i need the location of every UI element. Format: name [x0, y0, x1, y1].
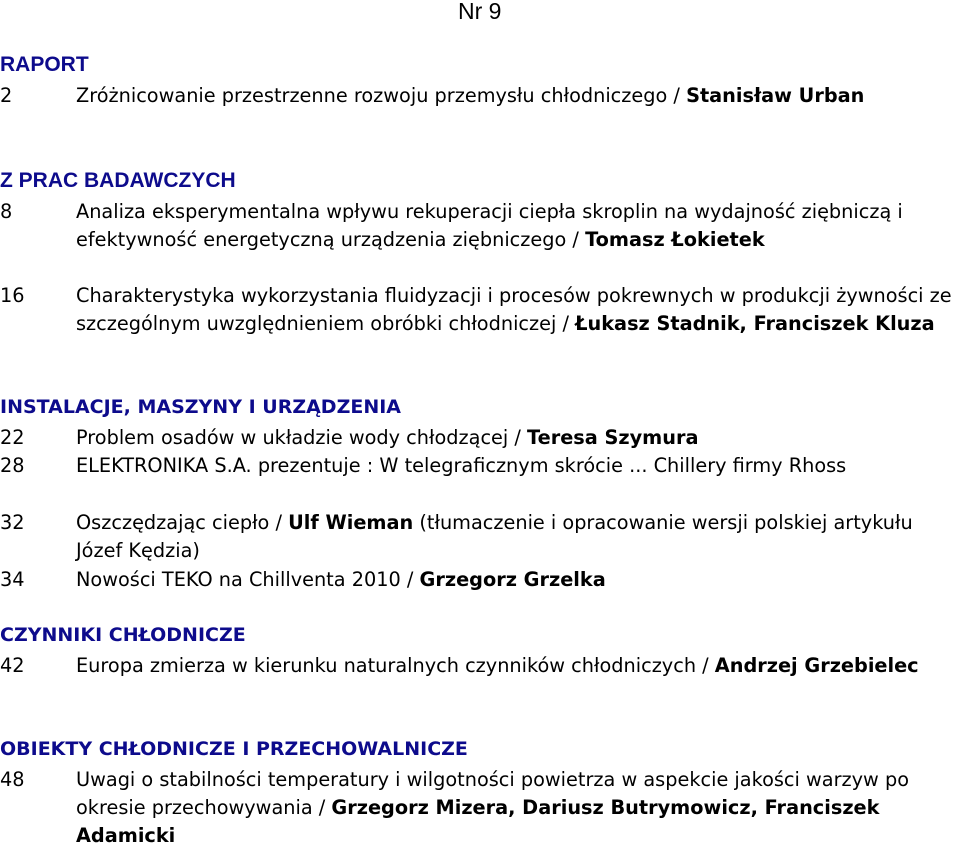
entry-author: Andrzej Grzebielec: [714, 654, 919, 677]
section-heading-obiekty: OBIEKTY CHŁODNICZE I PRZECHOWALNICZE: [0, 738, 468, 760]
section-heading-z-prac-badawczych: Z PRAC BADAWCZYCH: [0, 169, 236, 192]
entry-author: Łukasz Stadnik, Franciszek Kluza: [575, 312, 935, 335]
entry-text: [76, 82, 958, 110]
toc-entry[interactable]: [0, 198, 958, 254]
entry-text: [76, 198, 958, 254]
entry-note: (tłumaczenie i opracowanie wersji polskiej artykułu Józef Kędzia): [76, 511, 913, 562]
entry-page-number: 42: [0, 654, 25, 677]
toc-entry[interactable]: [0, 82, 958, 110]
toc-entry[interactable]: [0, 652, 958, 680]
entry-title: Nowości TEKO na Chillventa 2010 /: [76, 568, 420, 591]
entry-text: [76, 766, 958, 850]
entry-page-number: 32: [0, 511, 25, 534]
entry-text: [76, 424, 958, 452]
entry-title: Zróżnicowanie przestrzenne rozwoju przemysłu chłodniczego /: [76, 84, 687, 107]
toc-entry[interactable]: [0, 282, 958, 338]
entry-author: Stanisław Urban: [686, 84, 865, 107]
toc-entry[interactable]: [0, 424, 958, 452]
entry-text: [76, 282, 958, 338]
entry-text: [76, 566, 958, 594]
entry-title: Analiza eksperymentalna wpływu rekuperacji ciepła skroplin na wydajność ziębniczą i efektywność energetyczną urządzenia ziębniczego /: [76, 200, 903, 251]
entry-author: Teresa Szymura: [527, 426, 699, 449]
entry-title: Problem osadów w układzie wody chłodzącej /: [76, 426, 528, 449]
entry-page-number: 16: [0, 284, 25, 307]
toc-entry[interactable]: [0, 766, 958, 850]
section-heading-instalacje: INSTALACJE, MASZYNY I URZĄDZENIA: [0, 396, 402, 418]
section-heading-raport: RAPORT: [0, 53, 89, 76]
toc-entry[interactable]: [0, 509, 958, 565]
entry-title: Oszczędzając ciepło /: [76, 511, 289, 534]
toc-entry[interactable]: [0, 452, 958, 480]
entry-page-number: 34: [0, 568, 25, 591]
entry-page-number: 8: [0, 200, 13, 223]
toc-entry[interactable]: [0, 566, 958, 594]
entry-author: Grzegorz Grzelka: [419, 568, 606, 591]
entry-page-number: 22: [0, 426, 25, 449]
entry-text: [76, 652, 958, 680]
entry-page-number: 2: [0, 84, 13, 107]
entry-author: Tomasz Łokietek: [585, 228, 765, 251]
entry-title: Europa zmierza w kierunku naturalnych czynników chłodniczych /: [76, 654, 715, 677]
entry-title: Charakterystyka wykorzystania fluidyzacji i procesów pokrewnych w produkcji żywności ze szczególnym uwzględnieniem obróbki chłodniczej /: [76, 284, 952, 335]
entry-text: [76, 452, 958, 480]
entry-author: Ulf Wieman: [288, 511, 414, 534]
entry-text: [76, 509, 958, 565]
entry-page-number: 28: [0, 454, 25, 477]
entry-author: Grzegorz Mizera, Dariusz Butrymowicz, Franciszek Adamicki: [76, 796, 880, 847]
issue-number: Nr 9: [458, 0, 502, 24]
entry-page-number: 48: [0, 768, 25, 791]
section-heading-czynniki: CZYNNIKI CHŁODNICZE: [0, 624, 246, 646]
entry-title: Uwagi o stabilności temperatury i wilgotności powietrza w aspekcie jakości warzyw po okresie przechowywania /: [76, 768, 909, 819]
entry-title: ELEKTRONIKA S.A. prezentuje : W telegraficznym skrócie ... Chillery firmy Rhoss: [76, 454, 847, 477]
